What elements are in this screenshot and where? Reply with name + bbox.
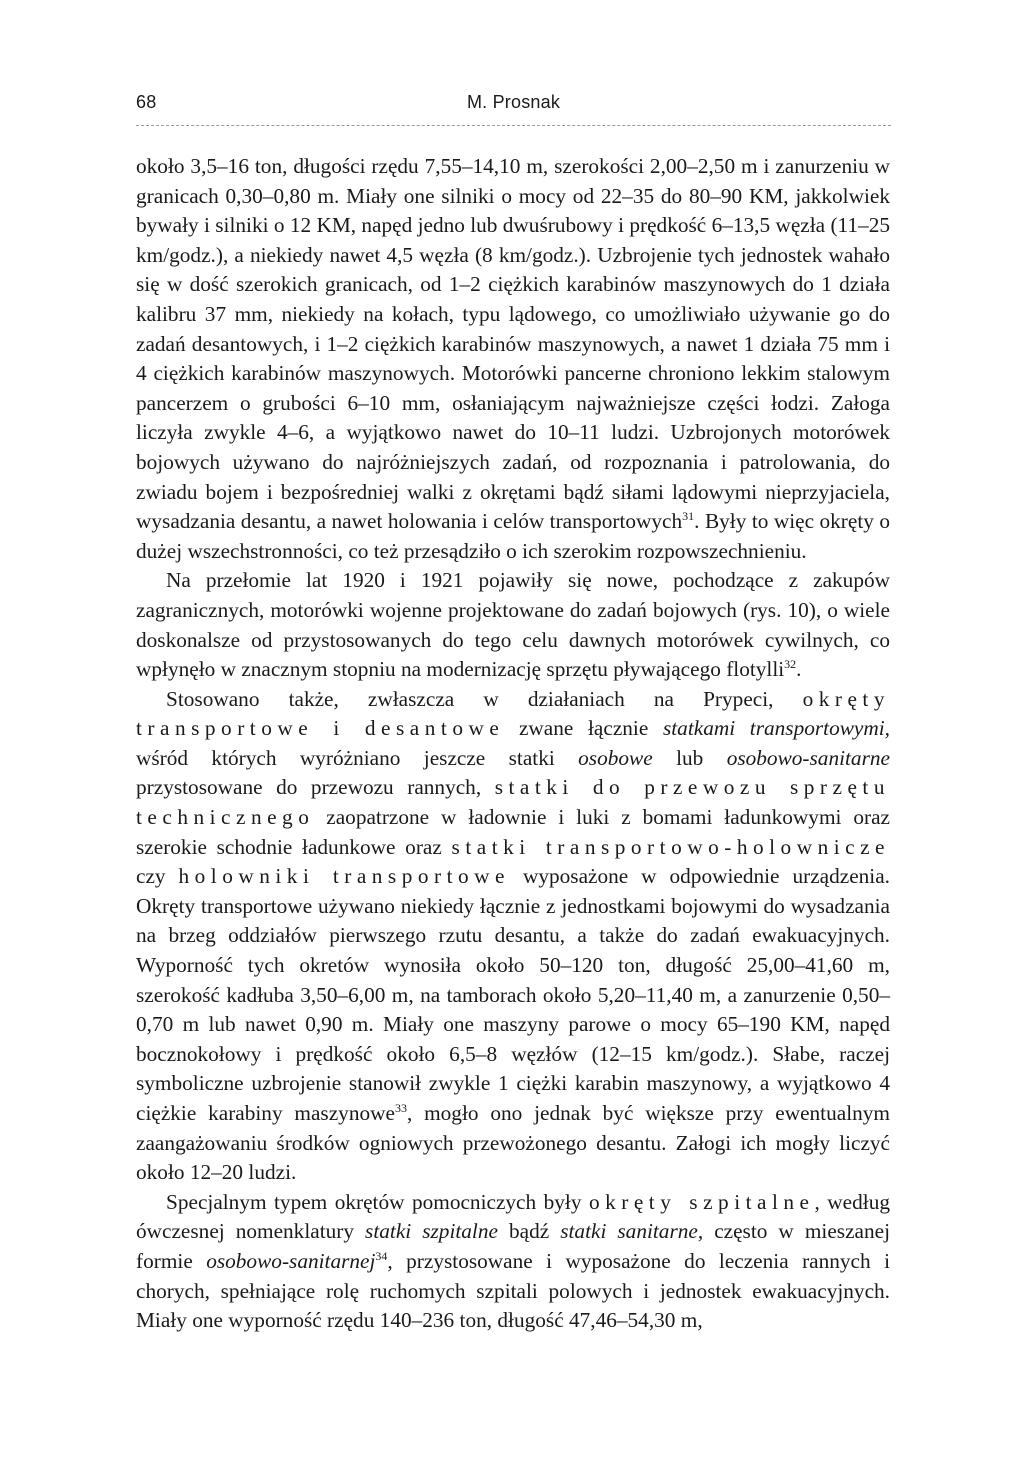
text-run: czy [136,864,179,889]
paragraph [136,685,890,1188]
text-run: około 3,5–16 ton, długości rzędu 7,55–14,10 m, szerokości 2,00–2,50 m i zanurzeniu w granicach 0,30–0,80 m. Miały one silniki o mocy od 22–35 do 80–90 KM, jakkolwiek bywały i silniki o 12 KM, napęd jedno lub dwuśrubowy i prędkość 6–13,5 węzła (11–25 km/godz.), a niekiedy nawet 4,5 węzła (8 km/godz.). Uzbrojenie tych jednostek wahało się w dość szerokich granicach, od 1–2 ciężkich karabinów maszynowych do 1 działa kalibru 37 mm, niekiedy na kołach, typu lądowego, co umożliwiało używanie go do zadań desantowych, i 1–2 ciężkich karabinów maszynowych, a nawet 1 działa 75 mm i 4 ciężkich karabinów maszynowych. Motorówki pancerne chroniono lekkim stalowym pancerzem o grubości 6–10 mm, osłaniającym najważniejsze części łodzi. Załoga liczyła zwykle 4–6, a wyjątkowo nawet do 10–11 ludzi. Uzbrojonych motorówek bojowych używano do najróżniejszych zadań, od rozpoznania i patrolowania, do zwiadu bojem i bezpośredniej walki z okrętami bądź siłami lądowymi nieprzyjaciela, wysadzania desantu, a nawet holowania i celów transportowych [136,154,890,534]
italic-term: osobowo-sanitarnej [206,1248,376,1273]
footnote-ref: 32 [784,657,797,672]
page-header [136,92,891,132]
footnote-ref: 34 [375,1248,388,1263]
paragraph [136,1188,890,1336]
italic-term: statki szpitalne [365,1219,498,1244]
text-run: wyposażone w odpowiednie urządzenia. Okręty transportowe używano niekiedy łącznie z jednostkami bojowymi do wysadzania na brzeg oddziałów pierwszego rzutu desantu, a także do zadań ewakuacyjnych. Wyporność tych okretów wynosiła około 50–120 ton, długość 25,00–41,60 m, szerokość kadłuba 3,50–6,00 m, na tamborach około 5,20–11,40 m, a zanurzenie 0,50–0,70 m lub nawet 0,90 m. Miały one maszyny parowe o mocy 65–190 KM, napęd bocznokołowy i prędkość około 6,5–8 węzłów (12–15 km/godz.). Słabe, raczej symboliczne uzbrojenie stanowił zwykle 1 ciężki karabin maszynowy, a wyjątkowo 4 ciężkie karabiny maszynowe [136,864,890,1125]
text-run: bądź [497,1219,561,1244]
text-run: lub [652,745,727,770]
italic-term: osobowe [578,745,653,770]
text-run: . [796,657,802,682]
text-run: wśród których wyróżniano jeszcze statki [136,745,579,770]
body-text [136,152,890,1336]
text-run: Na przełomie lat 1920 i 1921 pojawiły się nowe, pochodzące z zakupów zagranicznych, motorówki wojenne projektowane do zadań bojowych (rys. 10), o wiele doskonalsze od przystosowanych do tego celu dawnych motorówek cywilnych, co wpłynęło w znacznym stopniu na modernizację sprzętu pływającego flotylli [136,568,890,682]
page-number: 68 [136,92,157,112]
footnote-ref: 33 [394,1101,407,1115]
paragraph [136,566,890,684]
text-run: zaopatrzone w ładownie i luki z bomami ładunkowymi oraz szerokie schodnie ładunkowe oraz [136,805,890,859]
running-head: M. Prosnak [466,92,561,112]
header-rule [136,125,891,126]
spaced-term: okręty szpitalne [588,1189,815,1214]
spaced-term: statki transportowo-holownicze [451,834,891,859]
italic-term: statki sanitarne [560,1219,698,1244]
spaced-term: statki do przewozu sprzętu technicznego [136,775,890,830]
italic-term: statkami transportowymi, [662,716,891,741]
text-run: , często w mieszanej formie [136,1219,890,1273]
text-run: . Były to więc okręty o dużej wszechstronności, co też przesądziło o ich szerokim rozpowszechnieniu. [136,509,891,563]
text-run: przystosowane do przewozu rannych, [136,775,495,800]
text-run: , przystosowane i wyposażone do leczenia rannych i chorych, spełniające rolę ruchomych szpitali polowych i jednostek ewakuacyjnych. Miały one wyporność rzędu 140–236 ton, długość 47,46–54,30 m, [136,1248,890,1333]
spaced-term: okręty transportowe i desantowe [136,686,890,741]
spaced-term: holowniki transportowe [178,864,511,889]
text-run: zwane łącznie [504,716,663,741]
footnote-ref: 31 [682,509,695,524]
text-run: Stosowano także, zwłaszcza w działaniach na Prypeci, [166,686,803,711]
paragraph [136,152,890,566]
text-run: , według ówczesnej nomenklatury [136,1189,890,1244]
italic-term: osobowo-sanitarne [726,745,890,770]
text-run: Specjalnym typem okrętów pomocniczych były [166,1189,589,1214]
text-run: , mogło ono jednak być większe przy ewentualnym zaangażowaniu środków ogniowych przewożonego desantu. Załogi ich mogły liczyć około 12–20 ludzi. [136,1101,890,1185]
